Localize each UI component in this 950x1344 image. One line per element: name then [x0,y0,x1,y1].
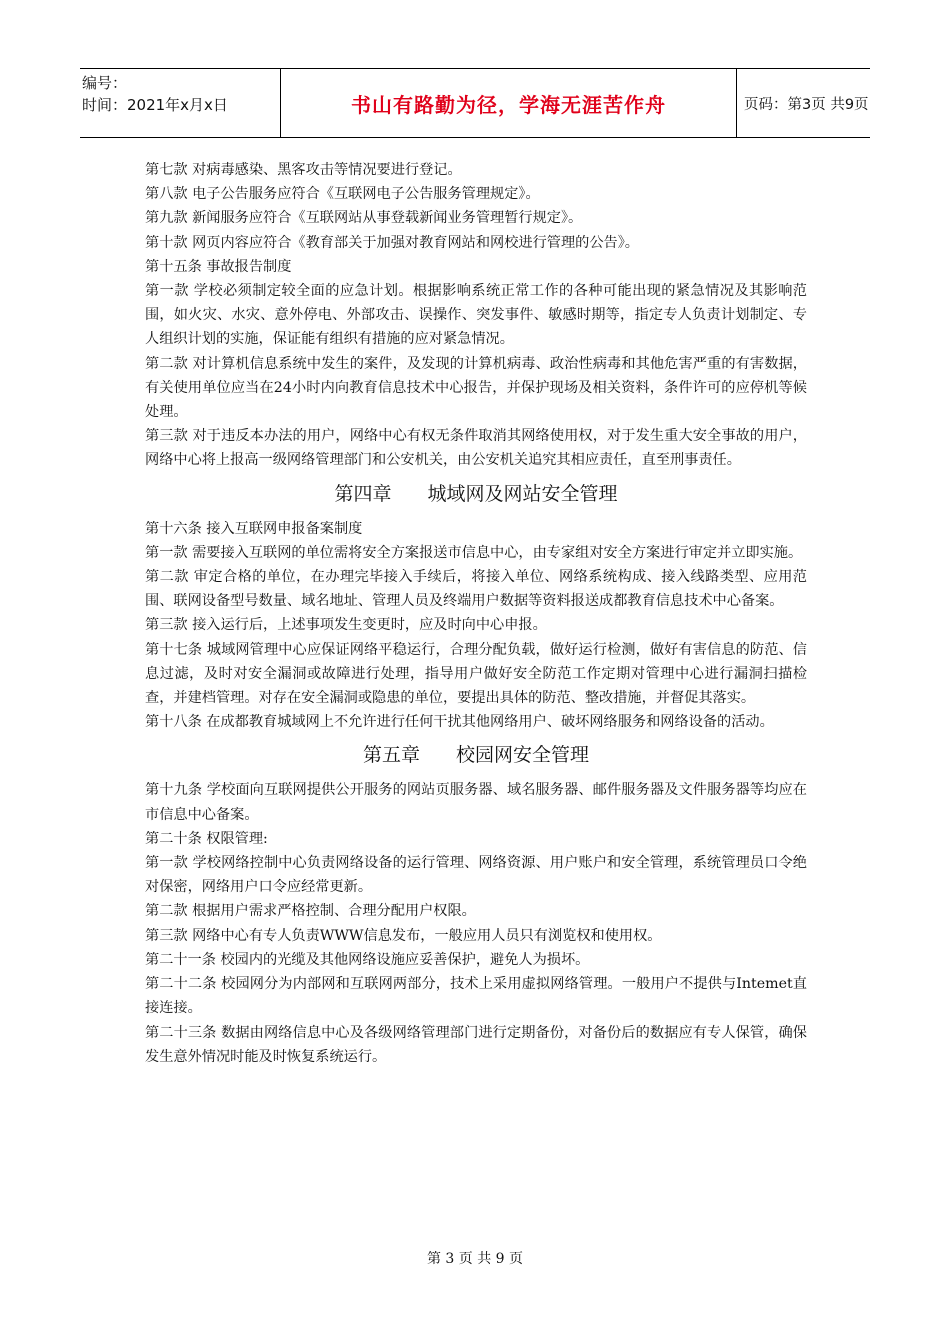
time-label: 时间：2021年x月x日 [82,96,228,114]
paragraph: 第二款 根据用户需求严格控制、合理分配用户权限。 [145,903,476,920]
paragraph: 第十款 网页内容应符合《教育部关于加强对教育网站和网校进行管理的公告》。 [145,234,639,251]
header-page-label: 页码：第3页 共9页 [744,96,869,113]
paragraph: 第十五条 事故报告制度 [145,258,292,275]
paragraph: 第二十一条 校园内的光缆及其他网络设施应妥善保护，避免人为损坏。 [145,951,590,968]
paragraph: 第二款 审定合格的单位，在办理完毕接入手续后，将接入单位、网络系统构成、接入线路类型、应用范围、联网设备型号数量、域名地址、管理人员及终端用户数据等资料报送成都教育信息技术中心备案。 [145,569,807,610]
page-header [80,68,870,138]
paragraph: 第三款 接入运行后，上述事项发生变更时，应及时向中心申报。 [145,617,547,634]
paragraph: 第三款 网络中心有专人负责WWW信息发布，一般应用人员只有浏览权和使用权。 [145,927,662,944]
header-meta [80,69,281,137]
paragraph: 第一款 需要接入互联网的单位需将安全方案报送市信息中心，由专家组对安全方案进行审定并立即实施。 [145,544,803,561]
paragraph: 第一款 学校网络控制中心负责网络设备的运行管理、网络资源、用户账户和安全管理，系统管理员口令绝对保密，网络用户口令应经常更新。 [145,855,807,896]
paragraph: 第七款 对病毒感染、黑客攻击等情况要进行登记。 [145,162,462,178]
chapter-title: 校园网安全管理 [456,744,590,767]
chapter-title: 城域网及网站安全管理 [427,482,618,505]
chapter-number: 第四章 [334,482,392,505]
chapter-heading [145,740,807,770]
paragraph: 第二十条 权限管理: [145,830,268,847]
chapter-number: 第五章 [362,744,420,767]
paragraph: 第九款 新闻服务应符合《互联网站从事登载新闻业务管理暂行规定》。 [145,210,583,227]
chapter-heading [145,479,807,509]
header-motto: 书山有路勤为径，学海无涯苦作舟 [281,69,737,137]
paragraph: 第二款 对计算机信息系统中发生的案件，及发现的计算机病毒、政治性病毒和其他危害严重的有害数据，有关使用单位应当在24小时内向教育信息技术中心报告，并保护现场及相关资料，条件许可的应停机等候处理。 [145,355,807,421]
page-footer: 第 3 页 共 9 页 [426,1251,524,1267]
paragraph: 第二十二条 校园网分为内部网和互联网两部分，技术上采用虚拟网络管理。一般用户不提供与Intemet直接连接。 [145,976,807,1017]
document-body [145,158,807,1069]
paragraph: 第八款 电子公告服务应符合《互联网电子公告服务管理规定》。 [145,186,540,203]
paragraph: 第十六条 接入互联网申报备案制度 [145,520,363,537]
paragraph: 第十八条 在成都教育城域网上不允许进行任何干扰其他网络用户、破坏网络服务和网络设备的活动。 [145,714,774,731]
paragraph: 第十九条 学校面向互联网提供公开服务的网站页服务器、域名服务器、邮件服务器及文件服务器等均应在市信息中心备案。 [145,782,807,823]
paragraph: 第二十三条 数据由网络信息中心及各级网络管理部门进行定期备份，对备份后的数据应有专人保管，确保发生意外情况时能及时恢复系统运行。 [145,1024,807,1065]
paragraph: 第三款 对于违反本办法的用户，网络中心有权无条件取消其网络使用权，对于发生重大安全事故的用户，网络中心将上报高一级网络管理部门和公安机关，由公安机关追究其相应责任，直至刑事责任。 [145,428,807,469]
number-label: 编号： [82,74,128,92]
paragraph: 第一款 学校必须制定较全面的应急计划。根据影响系统正常工作的各种可能出现的紧急情况及其影响范围，如火灾、水灾、意外停电、外部攻击、误操作、突发事件、敏感时期等，指定专人负责计划制定、专人组织计划的实施，保证能有组织有措施的应对紧急情况。 [145,283,807,348]
paragraph: 第十七条 城域网管理中心应保证网络平稳运行，合理分配负载，做好运行检测，做好有害信息的防范、信息过滤，及时对安全漏洞或故障进行处理，指导用户做好安全防范工作定期对管理中心进行漏洞扫描检查，并建档管理。对存在安全漏洞或隐患的单位，要提出具体的防范、整改措施，并督促其落实。 [145,641,807,707]
